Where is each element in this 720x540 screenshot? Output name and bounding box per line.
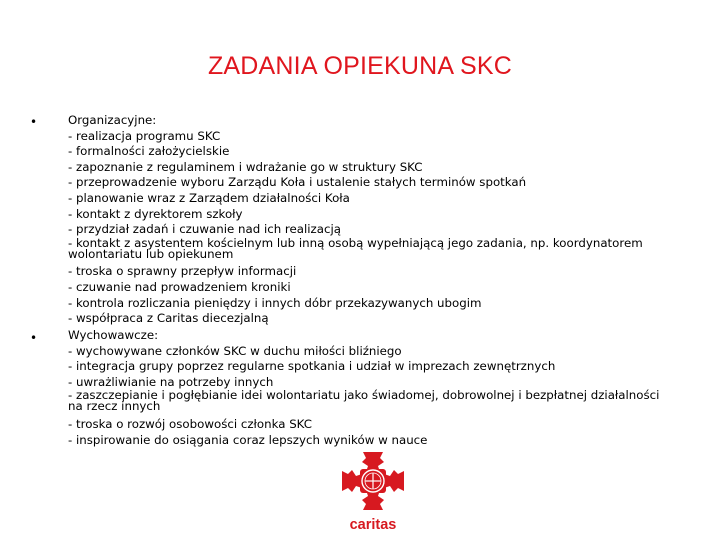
bullet-marker: •	[30, 331, 38, 345]
list-item: - integracja grupy poprzez regularne spotkania i udział w imprezach zewnętrznych	[68, 359, 556, 374]
list-item: - troska o rozwój osobowości członka SKC	[68, 416, 313, 431]
list-item: - planowanie wraz z Zarządem działalności Koła	[68, 190, 350, 205]
slide-title: ZADANIA OPIEKUNA SKC	[207, 52, 513, 80]
list-item: - wychowywane członków SKC w duchu miłości bliźniego	[68, 343, 402, 358]
list-item: - uwrażliwianie na potrzeby innych	[68, 374, 274, 389]
list-item: - zaszczepianie i pogłębianie idei wolontariatu jako świadomej, dobrowolnej i bezpłatnej działalności na rzecz innych	[68, 388, 660, 414]
list-item: - przydział zadań i czuwanie nad ich realizacją	[68, 222, 341, 237]
list-item: - kontrola rozliczania pieniędzy i innych dóbr przekazywanych ubogim	[68, 295, 482, 310]
list-item: - troska o sprawny przepływ informacji	[68, 264, 297, 279]
list-item: - inspirowanie do osiągania coraz lepszych wyników w nauce	[68, 432, 428, 447]
list-item: - kontakt z dyrektorem szkoły	[68, 206, 243, 221]
bullet-marker: •	[30, 115, 38, 129]
list-item: - przeprowadzenie wyboru Zarządu Koła i ustalenie stałych terminów spotkań	[68, 175, 527, 190]
section-heading: Wychowawcze:	[68, 328, 159, 342]
section-heading: Organizacyjne:	[68, 113, 157, 127]
section-organizational	[68, 113, 668, 327]
list-item: - realizacja programu SKC	[68, 128, 221, 143]
list-item: - kontakt z asystentem kościelnym lub inną osobą wypełniającą jego zadania, np. koordynatorem wolontariatu lub opiekunem	[68, 235, 643, 261]
section-educational	[68, 328, 668, 448]
caritas-cross-logo-icon	[340, 450, 406, 534]
caritas-wordmark: caritas	[349, 517, 397, 533]
caritas-logo	[340, 450, 406, 534]
list-item: - zapoznanie z regulaminem i wdrażanie go w struktury SKC	[68, 159, 423, 174]
list-item: - współpraca z Caritas diecezjalną	[68, 311, 269, 326]
list-item: - formalności założycielskie	[68, 144, 230, 159]
list-item: - czuwanie nad prowadzeniem kroniki	[68, 279, 291, 294]
